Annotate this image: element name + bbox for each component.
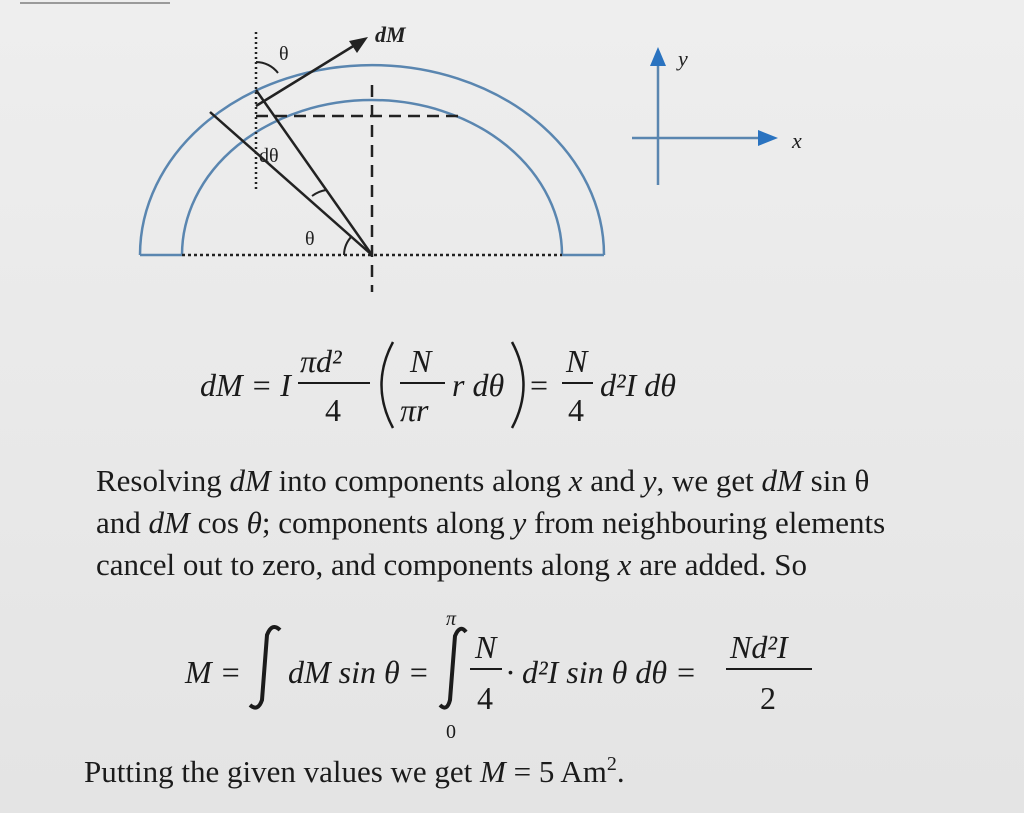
text-span-italic: M	[480, 754, 506, 789]
x-axis-label: x	[792, 128, 802, 153]
eq2-upper-limit: π	[446, 608, 457, 630]
eq1-rhs-tail: d²I dθ	[600, 367, 676, 403]
text-span: and	[582, 463, 643, 498]
eq2-frac-den: 4	[477, 680, 493, 716]
eq1-inner-num: N	[410, 343, 432, 379]
eq1-frac1-num: πd²	[300, 343, 342, 379]
eq1-inner-tail: r dθ	[452, 367, 505, 403]
text-span-italic: x	[568, 463, 583, 498]
dtheta-label: dθ	[259, 145, 279, 167]
text-span: into components along	[270, 463, 569, 498]
eq1-frac2-num: N	[566, 343, 588, 379]
integral-sign-2	[440, 629, 466, 708]
eq1-lhs: dM = I	[200, 367, 291, 403]
text-span-italic: x	[617, 547, 632, 582]
y-axis-label: y	[678, 46, 688, 71]
text-span: Putting the given values we get	[84, 754, 481, 789]
eq2-integrand1: dM sin θ =	[288, 654, 430, 690]
superscript: 2	[606, 753, 617, 775]
text-span-italic: dM	[229, 463, 271, 498]
text-span-italic: y	[512, 505, 527, 540]
text-span: sin θ	[802, 463, 870, 498]
text-span: and	[96, 505, 149, 540]
text-span: are added. So	[631, 547, 808, 582]
eq1-frac2-den: 4	[568, 392, 584, 428]
dM-label: dM	[375, 22, 406, 47]
eq2-lhs: M =	[185, 654, 242, 690]
text-span: cancel out to zero, and components along	[96, 547, 618, 582]
text-span: , we get	[656, 463, 762, 498]
text-span: = 5 Am	[505, 754, 607, 789]
eq2-lower-limit: 0	[446, 721, 456, 743]
eq1-equals: =	[530, 367, 549, 403]
text-span: .	[616, 754, 625, 789]
text-span: ; components along	[261, 505, 513, 540]
eq1-inner-den: πr	[400, 392, 429, 428]
integral-sign-1	[250, 627, 280, 708]
theta-top-label: θ	[279, 43, 289, 65]
eq1-frac1-den: 4	[325, 392, 341, 428]
theta-bottom-label: θ	[305, 228, 315, 250]
text-span: from neighbouring elements	[526, 505, 886, 540]
eq2-rhs-den: 2	[760, 680, 776, 716]
eq2-rhs-num: Nd²I	[730, 629, 788, 665]
final-result-line	[84, 753, 625, 789]
text-span: cos	[189, 505, 247, 540]
text-span-italic: θ	[246, 505, 262, 540]
text-span: Resolving	[96, 463, 230, 498]
text-span-italic: dM	[148, 505, 190, 540]
text-span-italic: dM	[761, 463, 803, 498]
eq2-integrand2: · d²I sin θ dθ =	[506, 654, 697, 690]
text-span-italic: y	[642, 463, 657, 498]
eq2-frac-num: N	[475, 629, 497, 665]
